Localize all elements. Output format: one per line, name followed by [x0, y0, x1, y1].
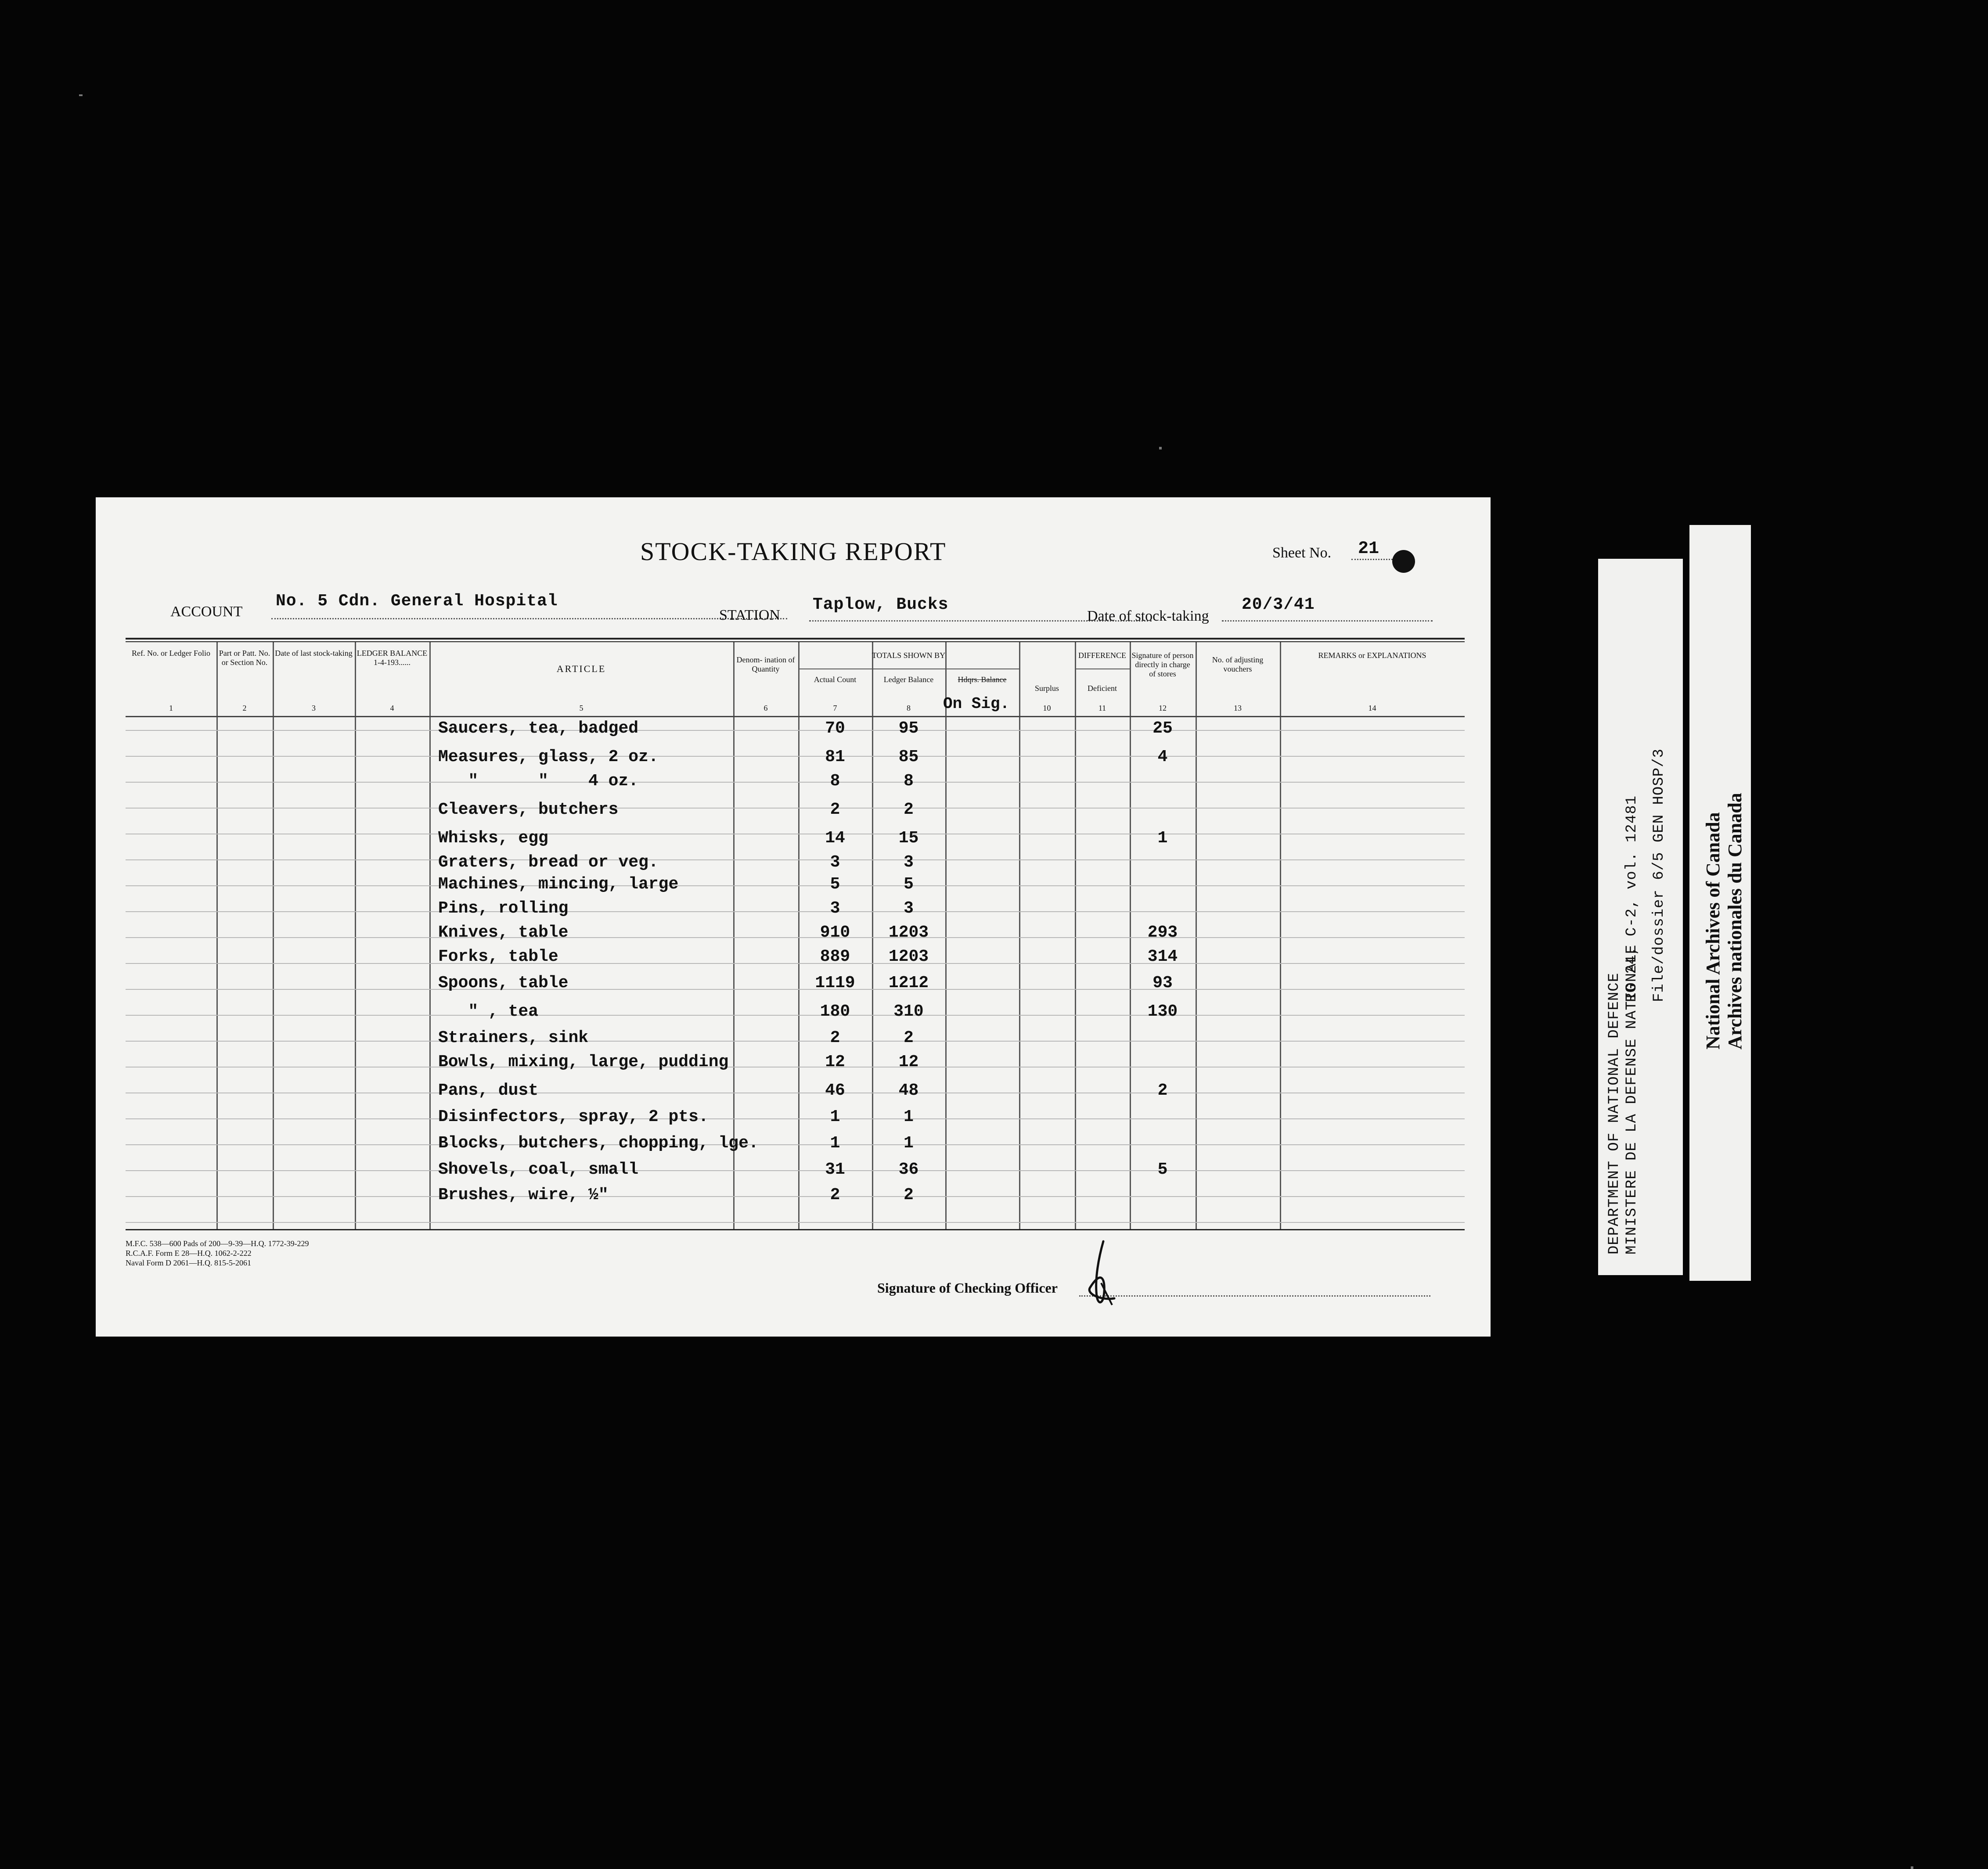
ledger-balance: 1 [904, 1107, 914, 1126]
column-header-8: Ledger Balance [883, 675, 934, 684]
column-number-13: 13 [1234, 704, 1242, 712]
column-number-5: 5 [579, 704, 583, 712]
archive-volume-ref: RG 24, C-2, vol. 12481 [1624, 795, 1640, 1002]
column-number-3: 3 [312, 704, 316, 712]
column-number-6: 6 [764, 704, 768, 712]
ledger-balance: 85 [898, 748, 919, 766]
totals-group-header: TOTALS SHOWN BY [872, 651, 946, 660]
form-print-line-2: R.C.A.F. Form E 28—H.Q. 1062-2-222 [126, 1249, 252, 1258]
form-print-line-3: Naval Form D 2061—H.Q. 815-5-2061 [126, 1258, 251, 1267]
date-value: 20/3/41 [1242, 595, 1315, 614]
column-header-5: ARTICLE [556, 663, 606, 674]
on-sig-note: On Sig. [943, 695, 1010, 713]
archive-label-card [1689, 525, 1751, 1281]
column-header-1: Ref. No. or Ledger Folio [132, 649, 210, 658]
column-header-11: Deficient [1088, 684, 1117, 693]
deficient-count: 130 [1147, 1002, 1178, 1021]
archive-reference-card [1598, 559, 1683, 1275]
article-name: Machines, mincing, large [438, 875, 679, 894]
article-name: Whisks, egg [438, 829, 548, 848]
actual-count: 31 [825, 1160, 845, 1179]
station-value: Taplow, Bucks [813, 595, 949, 614]
sheet-number-label: Sheet No. [1272, 545, 1332, 561]
article-name: Pins, rolling [438, 899, 569, 918]
form-print-line-1: M.F.C. 538—600 Pads of 200—9-39—H.Q. 1772-39-229 [126, 1239, 309, 1248]
stock-taking-report-form [96, 497, 1491, 1337]
ledger-balance: 1203 [888, 947, 929, 966]
column-number-7: 7 [833, 704, 837, 712]
station-label: STATION [719, 607, 780, 623]
actual-count: 12 [825, 1053, 845, 1071]
ledger-balance: 3 [904, 899, 914, 918]
ledger-balance: 8 [904, 772, 914, 791]
ledger-balance: 2 [904, 1028, 914, 1047]
article-name: Bowls, mixing, large, pudding [438, 1053, 729, 1071]
ledger-balance: 3 [904, 853, 914, 872]
article-name: Saucers, tea, badged [438, 719, 639, 738]
deficient-count: 4 [1157, 748, 1168, 766]
ledger-balance: 1203 [888, 923, 929, 942]
account-label: ACCOUNT [170, 604, 243, 620]
column-number-10: 10 [1043, 704, 1051, 712]
actual-count: 3 [830, 853, 840, 872]
actual-count: 8 [830, 772, 840, 791]
column-number-1: 1 [169, 704, 173, 712]
deficient-count: 93 [1152, 974, 1173, 992]
actual-count: 70 [825, 719, 845, 738]
deficient-count: 314 [1147, 947, 1178, 966]
column-header-4: LEDGER BALANCE 1-4-193...... [357, 649, 428, 667]
actual-count: 1 [830, 1107, 840, 1126]
column-header-3: Date of last stock-taking [275, 649, 353, 658]
actual-count: 2 [830, 800, 840, 819]
ledger-balance: 36 [898, 1160, 919, 1179]
ledger-balance: 1212 [888, 974, 929, 992]
actual-count: 1119 [815, 974, 855, 992]
article-name: Blocks, butchers, chopping, lge. [438, 1134, 759, 1153]
ledger-balance: 48 [898, 1081, 919, 1100]
actual-count: 3 [830, 899, 840, 918]
deficient-count: 25 [1152, 719, 1173, 738]
date-label: Date of stock-taking [1087, 608, 1209, 624]
background-speck [79, 94, 83, 96]
article-name: " , tea [438, 1002, 539, 1021]
archive-department-line-1: DEPARTMENT OF NATIONAL DEFENCE [1606, 972, 1623, 1254]
article-name: " " 4 oz. [438, 772, 639, 791]
actual-count: 5 [830, 875, 840, 894]
ledger-balance: 15 [898, 829, 919, 848]
deficient-count: 2 [1157, 1081, 1168, 1100]
column-header-14: REMARKS or EXPLANATIONS [1318, 651, 1426, 660]
deficient-count: 5 [1157, 1160, 1168, 1179]
actual-count: 81 [825, 748, 845, 766]
article-name: Pans, dust [438, 1081, 539, 1100]
archive-label-french: Archives nationales du Canada [1724, 793, 1746, 1050]
column-header-6: Denom- ination of Quantity [736, 655, 795, 673]
ledger-balance: 310 [893, 1002, 924, 1021]
archive-label-english: National Archives of Canada [1702, 812, 1724, 1050]
archive-department-line-2: MINISTERE DE LA DEFENSE NATIONALE [1624, 944, 1640, 1254]
column-header-9: Hdqrs. Balance [958, 675, 1007, 684]
column-number-4: 4 [390, 704, 394, 712]
deficient-count: 1 [1157, 829, 1168, 848]
article-name: Measures, glass, 2 oz. [438, 748, 659, 766]
actual-count: 180 [820, 1002, 850, 1021]
actual-count: 889 [820, 947, 850, 966]
ledger-balance: 1 [904, 1134, 914, 1153]
article-name: Spoons, table [438, 974, 569, 992]
column-header-7: Actual Count [814, 675, 857, 684]
ledger-balance: 5 [904, 875, 914, 894]
background-speck [1159, 447, 1162, 449]
article-name: Disinfectors, spray, 2 pts. [438, 1107, 709, 1126]
column-header-12: Signature of person directly in charge of stores [1131, 651, 1194, 678]
column-number-11: 11 [1098, 704, 1106, 712]
officer-signature [1077, 1239, 1130, 1309]
ledger-balance: 12 [898, 1053, 919, 1071]
ledger-balance: 95 [898, 719, 919, 738]
form-title: STOCK-TAKING REPORT [640, 537, 947, 566]
ledger-balance: 2 [904, 1186, 914, 1204]
column-number-8: 8 [907, 704, 911, 712]
article-name: Shovels, coal, small [438, 1160, 639, 1179]
article-name: Cleavers, butchers [438, 800, 619, 819]
actual-count: 2 [830, 1028, 840, 1047]
article-name: Knives, table [438, 923, 569, 942]
account-value: No. 5 Cdn. General Hospital [276, 592, 558, 611]
difference-group-header: DIFFERENCE [1078, 651, 1126, 660]
article-name: Forks, table [438, 947, 558, 966]
ink-blot [1392, 550, 1415, 573]
column-header-2: Part or Patt. No. or Section No. [219, 649, 270, 667]
background-speck [1911, 1866, 1913, 1869]
article-name: Brushes, wire, ½" [438, 1186, 609, 1204]
column-header-13: No. of adjusting vouchers [1212, 655, 1264, 673]
actual-count: 1 [830, 1134, 840, 1153]
article-name: Graters, bread or veg. [438, 853, 659, 872]
article-name: Strainers, sink [438, 1028, 589, 1047]
column-number-2: 2 [242, 704, 247, 712]
actual-count: 14 [825, 829, 845, 848]
ledger-balance: 2 [904, 800, 914, 819]
deficient-count: 293 [1147, 923, 1178, 942]
signature-label: Signature of Checking Officer [877, 1280, 1058, 1296]
column-header-10: Surplus [1034, 684, 1059, 693]
actual-count: 46 [825, 1081, 845, 1100]
actual-count: 2 [830, 1186, 840, 1204]
sheet-number-value: 21 [1358, 539, 1379, 559]
column-number-12: 12 [1159, 704, 1167, 712]
archive-file-ref: File/dossier 6/5 GEN HOSP/3 [1651, 748, 1667, 1002]
actual-count: 910 [820, 923, 850, 942]
column-number-14: 14 [1368, 704, 1376, 712]
